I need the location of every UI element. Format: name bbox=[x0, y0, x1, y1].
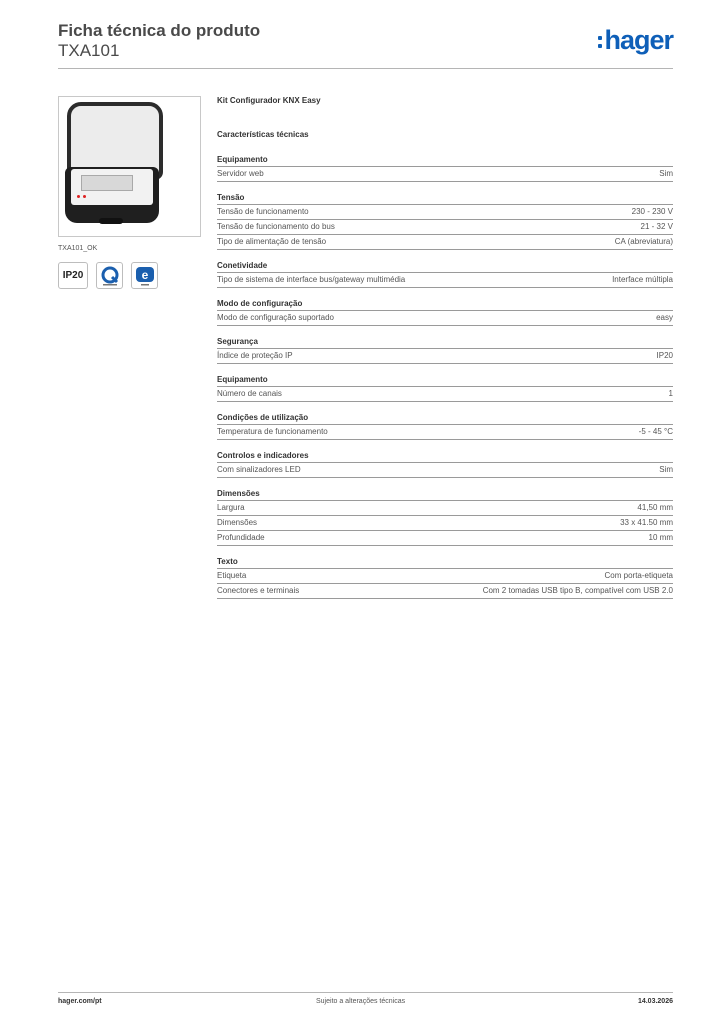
spec-row bbox=[217, 569, 673, 584]
spec-section-title: Controlos e indicadores bbox=[217, 451, 673, 463]
spec-section bbox=[217, 375, 673, 402]
spec-section-title: Tensão bbox=[217, 193, 673, 205]
spec-section bbox=[217, 299, 673, 326]
spec-label: Profundidade bbox=[217, 533, 265, 542]
spec-section bbox=[217, 155, 673, 182]
spec-section-title: Equipamento bbox=[217, 375, 673, 387]
spec-value: Sim bbox=[659, 465, 673, 474]
case-handle-graphic bbox=[99, 218, 123, 224]
spec-section bbox=[217, 193, 673, 250]
spec-section bbox=[217, 261, 673, 288]
spec-section-title: Equipamento bbox=[217, 155, 673, 167]
spec-label: Índice de proteção IP bbox=[217, 351, 293, 360]
product-name: Kit Configurador KNX Easy bbox=[217, 96, 321, 105]
spec-row bbox=[217, 531, 673, 546]
spec-section-title: Modo de configuração bbox=[217, 299, 673, 311]
spec-row bbox=[217, 584, 673, 599]
product-code: TXA101 bbox=[58, 41, 120, 60]
footer-divider bbox=[58, 992, 673, 993]
page-header bbox=[58, 20, 673, 70]
spec-value: easy bbox=[656, 313, 673, 322]
spec-section-title: Conetividade bbox=[217, 261, 673, 273]
spec-row bbox=[217, 205, 673, 220]
spec-label: Tipo de alimentação de tensão bbox=[217, 237, 327, 246]
product-photo bbox=[58, 96, 201, 237]
spec-value: Sim bbox=[659, 169, 673, 178]
spec-value: 10 mm bbox=[648, 533, 673, 542]
spec-row bbox=[217, 463, 673, 478]
spec-section-title: Condições de utilização bbox=[217, 413, 673, 425]
spec-section bbox=[217, 557, 673, 599]
footer-notice: Sujeito a alterações técnicas bbox=[316, 998, 406, 1005]
spec-label: Etiqueta bbox=[217, 571, 247, 580]
spec-label: Com sinalizadores LED bbox=[217, 465, 301, 474]
led-indicator-graphic bbox=[77, 195, 80, 198]
spec-section bbox=[217, 489, 673, 546]
spec-value: -5 - 45 °C bbox=[638, 427, 673, 436]
spec-value: IP20 bbox=[656, 351, 673, 360]
spec-label: Servidor web bbox=[217, 169, 264, 178]
spec-label: Modo de configuração suportado bbox=[217, 313, 334, 322]
spec-row bbox=[217, 167, 673, 182]
spec-row bbox=[217, 220, 673, 235]
footer-date: 14.03.2026 bbox=[637, 998, 673, 1005]
spec-sections bbox=[217, 155, 673, 599]
spec-row bbox=[217, 273, 673, 288]
spec-label: Temperatura de funcionamento bbox=[217, 427, 328, 436]
spec-value: 41,50 mm bbox=[637, 503, 673, 512]
spec-section-title: Texto bbox=[217, 557, 673, 569]
spec-row bbox=[217, 425, 673, 440]
spec-value: 230 - 230 V bbox=[631, 207, 673, 216]
spec-value: Com 2 tomadas USB tipo B, compatível com USB 2.0 bbox=[482, 586, 673, 595]
configurator-device-graphic bbox=[81, 175, 133, 191]
product-media bbox=[58, 96, 201, 289]
spec-label: Número de canais bbox=[217, 389, 282, 398]
spec-row bbox=[217, 501, 673, 516]
quality-q-icon bbox=[96, 262, 123, 289]
spec-label: Tensão de funcionamento bbox=[217, 207, 309, 216]
spec-row bbox=[217, 235, 673, 250]
spec-label: Tipo de sistema de interface bus/gateway multimédia bbox=[217, 275, 406, 284]
hager-logo bbox=[598, 27, 673, 53]
led-indicator-graphic bbox=[83, 195, 86, 198]
specifications-heading: Características técnicas bbox=[217, 130, 309, 139]
svg-text:e: e bbox=[141, 267, 148, 282]
spec-section-title: Segurança bbox=[217, 337, 673, 349]
spec-label: Largura bbox=[217, 503, 245, 512]
spec-section-title: Dimensões bbox=[217, 489, 673, 501]
header-divider bbox=[58, 68, 673, 69]
spec-value: 21 - 32 V bbox=[640, 222, 673, 231]
spec-row bbox=[217, 311, 673, 326]
spec-value: Interface múltipla bbox=[612, 275, 673, 284]
spec-label: Conectores e terminais bbox=[217, 586, 300, 595]
document-title: Ficha técnica do produto bbox=[58, 21, 261, 40]
certification-badges bbox=[58, 262, 201, 289]
spec-section bbox=[217, 413, 673, 440]
spec-value: 1 bbox=[668, 389, 673, 398]
spec-row bbox=[217, 387, 673, 402]
spec-value: 33 x 41.50 mm bbox=[620, 518, 673, 527]
logo-dots-icon bbox=[598, 36, 602, 48]
spec-section bbox=[217, 337, 673, 364]
spec-row bbox=[217, 349, 673, 364]
footer-website: hager.com/pt bbox=[58, 998, 102, 1005]
technical-specifications bbox=[217, 96, 673, 599]
spec-label: Tensão de funcionamento do bus bbox=[217, 222, 335, 231]
photo-caption: TXA101_OK bbox=[58, 245, 98, 252]
spec-label: Dimensões bbox=[217, 518, 258, 527]
spec-row bbox=[217, 516, 673, 531]
easy-e-icon bbox=[131, 262, 158, 289]
logo-wordmark: hager bbox=[604, 25, 673, 55]
ip20-badge: IP20 bbox=[58, 262, 88, 289]
spec-value: CA (abreviatura) bbox=[614, 237, 673, 246]
spec-value: Com porta-etiqueta bbox=[604, 571, 673, 580]
spec-section bbox=[217, 451, 673, 478]
